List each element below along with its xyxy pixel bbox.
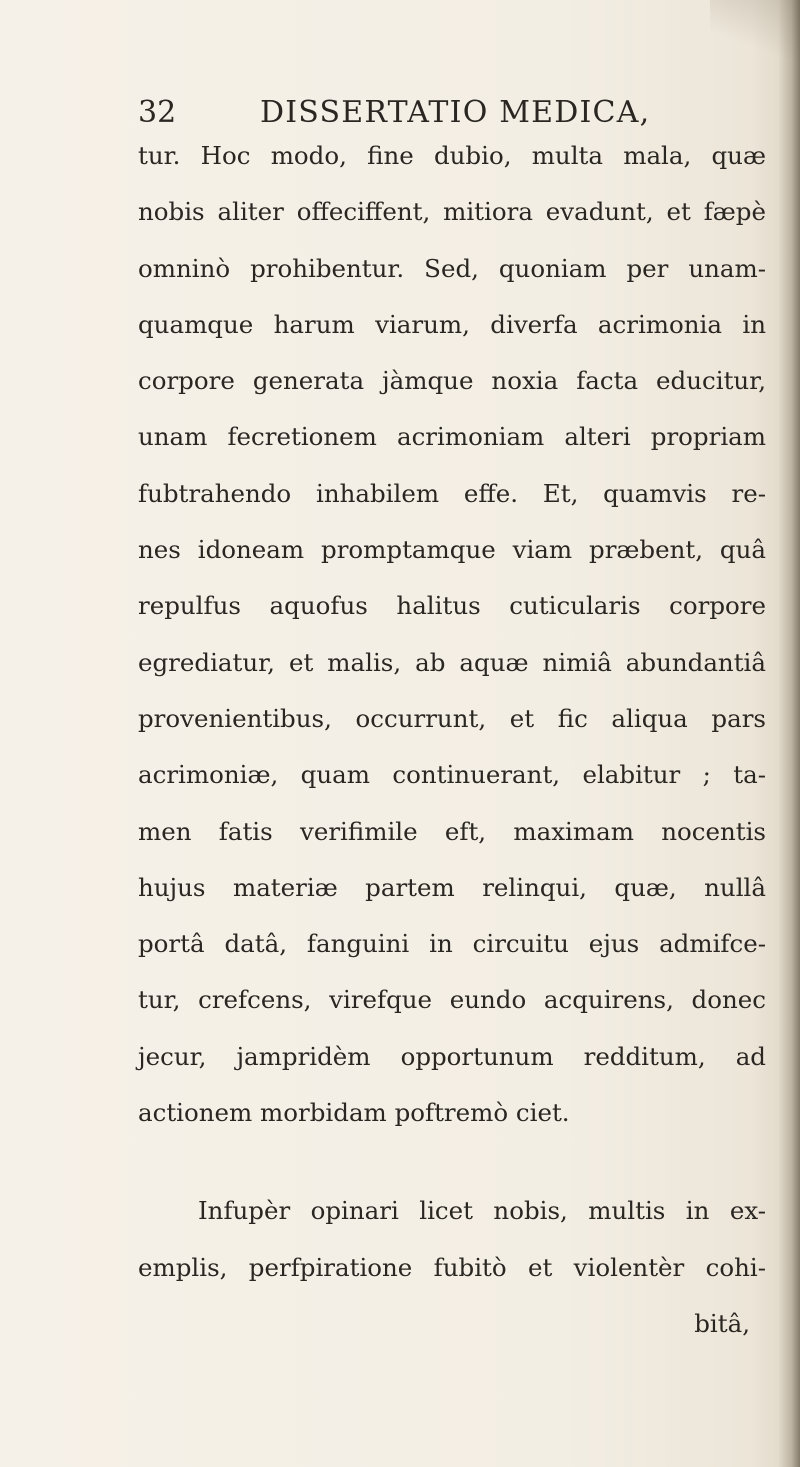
catchword: bitâ, xyxy=(694,1308,750,1338)
text-line: hujus materiæ partem relinqui, quæ, nullâ xyxy=(138,872,766,902)
text-line: tur, crefcens, virefque eundo acquirens, donec xyxy=(138,985,766,1015)
body-text xyxy=(138,128,778,1352)
text-line: repulfus aquofus halitus cuticularis corpore xyxy=(138,591,766,621)
text-line: emplis, perfpiratione fubitò et violentèr cohi- xyxy=(138,1252,766,1282)
text-line: nobis aliter offeciffent, mitiora evadunt, et fæpè xyxy=(138,197,766,227)
text-line: Infupèr opinari licet nobis, multis in ex- xyxy=(198,1196,766,1226)
text-line: jecur, jampridèm opportunum redditum, ad xyxy=(138,1041,766,1071)
paragraph-gap xyxy=(138,1141,778,1183)
text-line: quamque harum viarum, diverfa acrimonia in xyxy=(138,309,766,339)
running-head: DISSERTATIO MEDICA, xyxy=(260,95,651,130)
text-line: corpore generata jàmque noxia facta educitur, xyxy=(138,366,766,396)
text-line: nes idoneam promptamque viam præbent, quâ xyxy=(138,535,766,565)
text-line: men fatis verifimile eft, maximam nocentis xyxy=(138,816,766,846)
paragraph-2 xyxy=(138,1183,778,1352)
text-line: unam fecretionem acrimoniam alteri propriam xyxy=(138,422,766,452)
page-edge-shadow xyxy=(778,0,800,1467)
page-number: 32 xyxy=(138,95,177,130)
text-line: tur. Hoc modo, fine dubio, multa mala, quæ xyxy=(138,141,766,170)
paragraph-1 xyxy=(138,128,778,1141)
text-line: egrediatur, et malis, ab aquæ nimiâ abundantiâ xyxy=(138,647,766,677)
text-line: provenientibus, occurrunt, et fic aliqua pars xyxy=(138,703,766,733)
text-line: omninò prohibentur. Sed, quoniam per unam- xyxy=(138,253,766,283)
text-line: portâ datâ, fanguini in circuitu ejus admifce- xyxy=(138,929,766,959)
text-line: fubtrahendo inhabilem effe. Et, quamvis re- xyxy=(138,478,766,508)
text-line: acrimoniæ, quam continuerant, elabitur ; ta- xyxy=(138,760,766,790)
text-line: actionem morbidam poftremò ciet. xyxy=(138,1098,570,1128)
